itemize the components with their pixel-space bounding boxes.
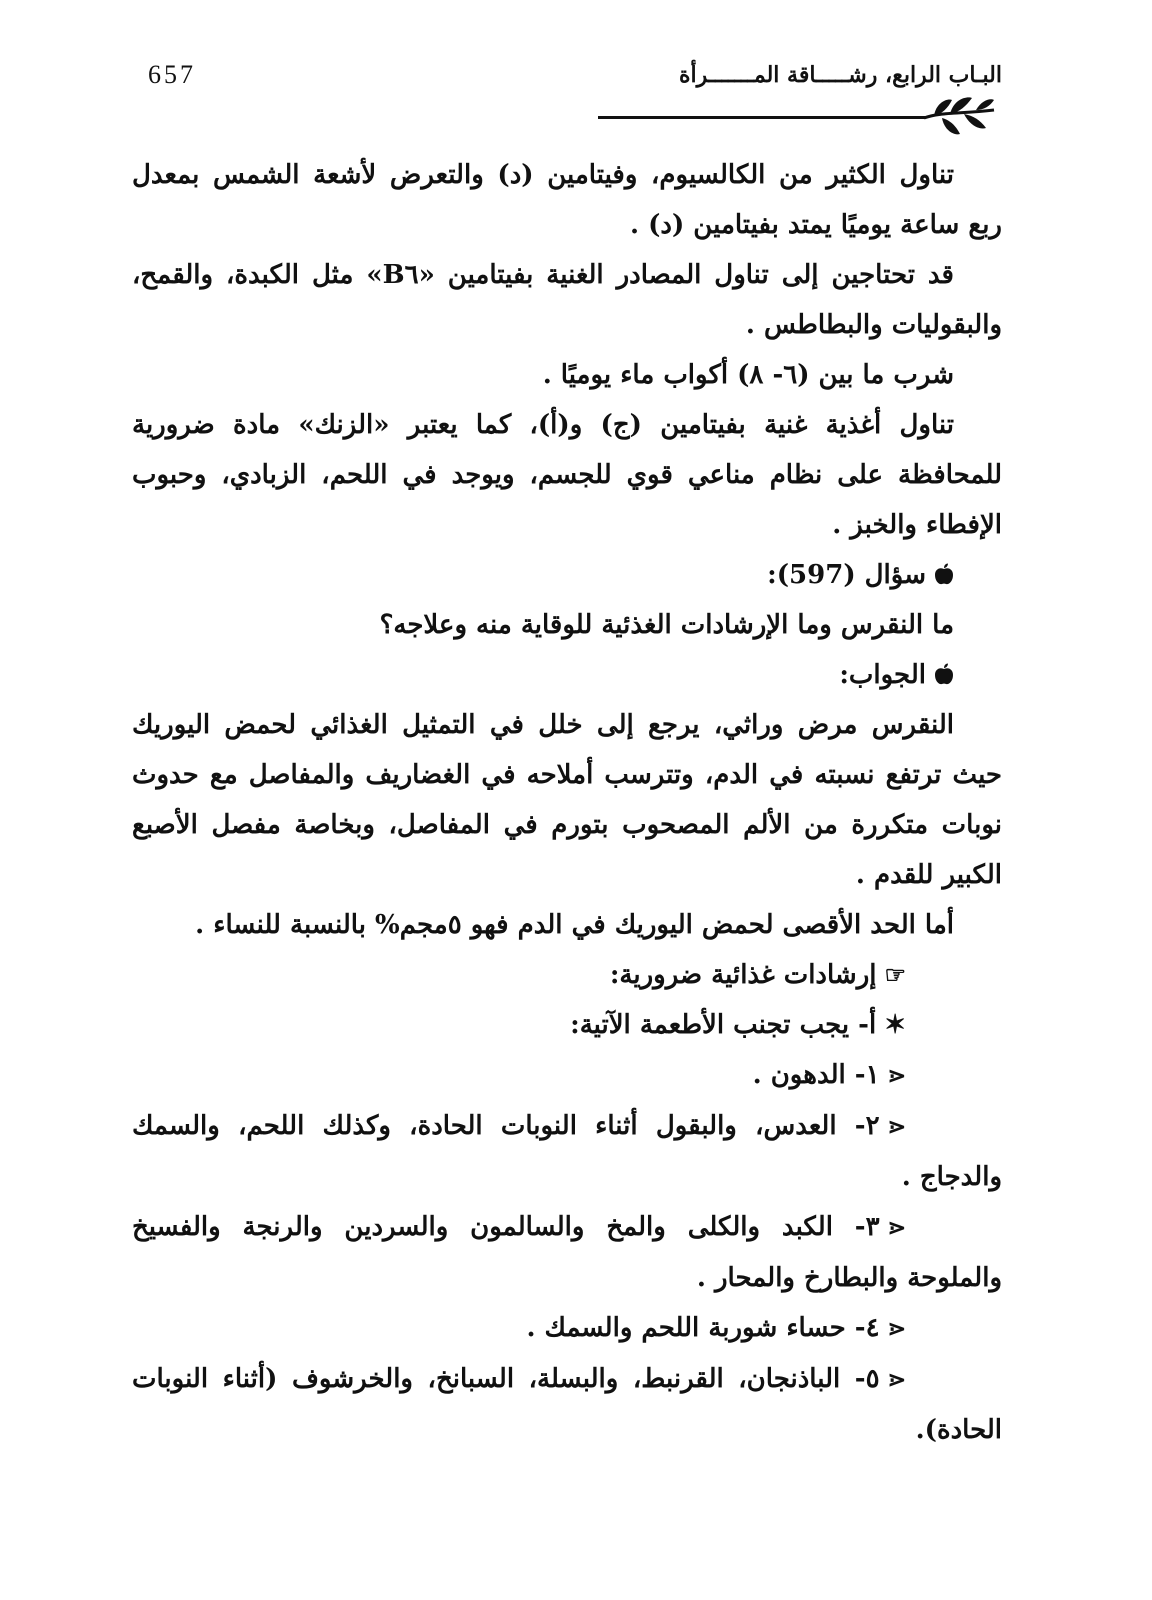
guidelines-heading [132, 950, 1002, 1000]
answer-paragraph: أما الحد الأقصى لحمض اليوريك في الدم فهو ٥مجم% بالنسبة للنساء . [195, 910, 954, 940]
arrow-icon: ⋖ [887, 1114, 906, 1140]
answer-paragraph: النقرس مرض وراثي، يرجع إلى خلل في التمثيل الغذائي لحمض اليوريك حيث ترتفع نسبته في الدم، وتترسب أملاحه في الغضاريف والمفاصل مع حدوث نوبات متكررة من الألم المصحوب بتورم في المفاصل، وبخاصة مفصل الأصبع الكبير للقدم . [132, 710, 1002, 890]
answer-label: الجواب: [839, 660, 926, 690]
arrow-icon: ⋖ [887, 1215, 906, 1241]
paragraph: قد تحتاجين إلى تناول المصادر الغنية بفيتامين «B٦» مثل الكبدة، والقمح، والبقوليات والبطاطس . [132, 260, 1002, 340]
apple-icon [934, 563, 954, 585]
guidelines-heading-text: إرشادات غذائية ضرورية: [609, 960, 877, 990]
question-text: ما النقرس وما الإرشادات الغذئية للوقاية منه وعلاجه؟ [379, 610, 954, 640]
apple-icon [934, 663, 954, 685]
star-icon: ✶ [884, 1010, 906, 1040]
pointing-hand-icon: ☞ [884, 960, 906, 989]
header-rule [598, 116, 926, 119]
list-item-text: ٢- العدس، والبقول أثناء النوبات الحادة، وكذلك اللحم، والسمك والدجاج . [132, 1111, 1002, 1192]
arrow-icon: ⋖ [887, 1316, 906, 1342]
list-item [132, 1354, 1002, 1455]
list-item [132, 1050, 1002, 1101]
guidelines-subheading-text: أ- يجب تجنب الأطعمة الآتية: [570, 1010, 877, 1040]
arrow-icon: ⋖ [887, 1367, 906, 1393]
list-item-text: ٣- الكبد والكلى والمخ والسالمون والسردين والرنجة والفسيخ والملوحة والبطارخ والمحار . [132, 1212, 1002, 1293]
paragraph: شرب ما بين (٦- ٨) أكواب ماء يوميًا . [542, 360, 954, 390]
answer-heading [132, 650, 1002, 700]
paragraph: تناول أغذية غنية بفيتامين (ج) و(أ)، كما يعتبر «الزنك» مادة ضرورية للمحافظة على نظام مناعي قوي للجسم، ويوجد في اللحم، الزبادي، وحبوب الإفطاء والخبز . [132, 410, 1002, 540]
guidelines-subheading [132, 1000, 1002, 1050]
question-label: سؤال (597): [767, 560, 926, 590]
list-item-text: ١- الدهون . [752, 1060, 880, 1090]
question-heading [132, 550, 1002, 600]
list-item-text: ٥- الباذنجان، القرنبط، والبسلة، السبانخ، والخرشوف (أثناء النوبات الحادة). [132, 1364, 1002, 1445]
arrow-icon: ⋖ [887, 1063, 906, 1089]
body-text [132, 150, 1002, 1455]
page-number: 657 [148, 60, 196, 89]
list-item [132, 1101, 1002, 1202]
list-item [132, 1303, 1002, 1354]
list-item-text: ٤- حساء شوربة اللحم والسمك . [526, 1313, 880, 1343]
paragraph: تناول الكثير من الكالسيوم، وفيتامين (د) والتعرض لأشعة الشمس بمعدل ربع ساعة يوميًا يمتد بفيتامين (د) . [132, 160, 1002, 240]
running-header: البـاب الرابع، رشـــــاقة المـــــــرأة [678, 62, 1002, 88]
leaf-ornament-icon [920, 92, 998, 140]
list-item [132, 1202, 1002, 1303]
